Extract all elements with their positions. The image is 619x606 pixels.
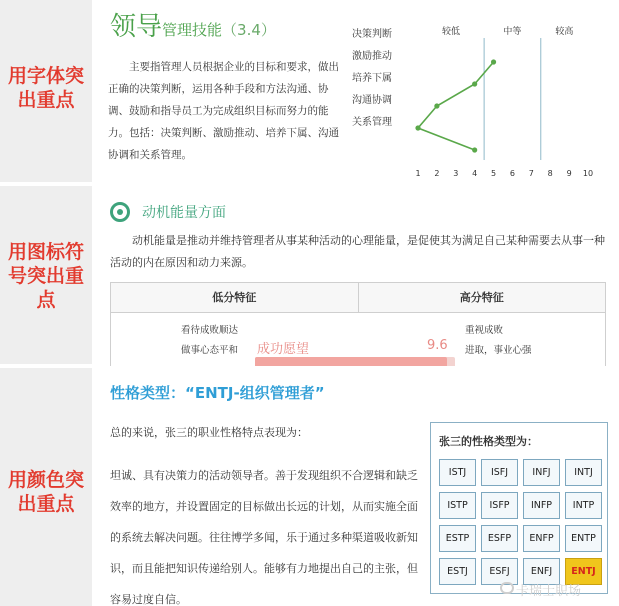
mbti-cell-infj: INFJ [523,459,560,486]
score-bar-label: 成功愿望 [257,342,310,357]
band-label: 较高 [555,27,574,37]
x-tick-label: 2 [434,169,440,178]
title-score: （3.4） [222,21,276,39]
sidebar-band-1 [0,0,92,182]
personality-type-box [430,422,608,594]
personality-paragraph: 坦诚、具有决策力的活动领导者。善于发现组织不合逻辑和缺乏效率的地方，并设置固定的目标做出长远的计划，从而实施全面的系统去解决问题。往往博学多闻，乐于通过多种渠道吸收新知识，而且能把知识传递给别人。能够有力地提出自己的主张，但容易过度自信。 [110,469,418,606]
skill-label: 培养下属 [352,73,392,84]
x-tick-label: 8 [547,169,553,178]
data-point [415,125,420,130]
mbti-cell-intj: INTJ [565,459,602,486]
score-bar [255,357,455,366]
sidebar-band-2 [0,186,92,364]
skill-label: 决策判断 [352,29,392,40]
mbti-cell-infp: INFP [523,492,560,519]
score-bar-fill [255,357,447,366]
personality-box-title: 张三的性格类型为： [439,435,538,448]
personality-intro: 总的来说，张三的职业性格特点表现为： [110,426,308,439]
sidebar-label-font: 用字体突出重点 [8,65,85,111]
x-tick-label: 9 [566,169,572,178]
mbti-cell-intp: INTP [565,492,602,519]
x-tick-label: 1 [415,169,421,178]
skill-list [352,24,412,134]
mbti-cell-enfj: ENFJ [523,558,560,585]
motivation-heading [110,202,226,222]
low-feature-lines [181,321,238,361]
mbti-grid [439,459,602,585]
leadership-paragraph: 主要指管理人员根据企业的目标和要求，做出正确的决策判断，运用各种手段和方法沟通、协调、鼓励和指导员工为完成组织目标而努力的能力。包括：决策判断、激励推动、培养下属、沟通协调和关系管理。 [108,61,339,161]
mbti-cell-istp: ISTP [439,492,476,519]
title-small: 管理技能 [162,21,223,39]
mbti-cell-istj: ISTJ [439,459,476,486]
mbti-cell-entj: ENTJ [565,558,602,585]
data-point [491,59,496,64]
skill-label: 激励推动 [352,51,392,62]
high-feature-line: 进取，事业心强 [465,345,532,356]
skill-profile-chart [410,22,600,180]
sidebar-label-icon: 用图标符号突出重点 [8,241,85,311]
motivation-paragraph: 动机能量是推动并维持管理者从事某种活动的心理能量，是促使其为满足自己某种需要去从事一种活动的内在原因和动力来源。 [110,234,605,269]
sidebar-label-color: 用颜色突出重点 [8,469,85,515]
x-tick-label: 5 [491,169,497,178]
high-feature-line: 重视成败 [465,325,504,336]
target-icon [110,202,130,222]
score-bar-value: 9.6 [427,338,448,353]
section-title-leadership [110,6,276,43]
band-label: 较低 [442,27,461,37]
x-tick-label: 10 [582,169,594,178]
x-tick-label: 3 [453,169,459,178]
mbti-cell-enfp: ENFP [523,525,560,552]
data-point [434,103,439,108]
mbti-cell-estj: ESTJ [439,558,476,585]
feature-table [110,282,606,366]
skill-label: 关系管理 [352,117,392,128]
series-line [418,62,494,150]
personality-title: 性格类型：“ENTJ-组织管理者” [110,384,325,402]
low-feature-line: 做事心态平和 [181,345,239,356]
mbti-cell-entp: ENTP [565,525,602,552]
x-tick-label: 6 [509,169,515,178]
high-feature-lines [465,321,532,361]
mbti-cell-esfp: ESFP [481,525,518,552]
data-point [472,147,477,152]
wechat-icon [500,582,514,594]
skill-label: 沟通协调 [352,95,392,106]
motivation-title: 动机能量方面 [142,205,226,221]
sidebar-band-3 [0,368,92,606]
x-tick-label: 4 [472,169,478,178]
mbti-cell-isfj: ISFJ [481,459,518,486]
data-point [472,81,477,86]
low-feature-header: 低分特征 [212,291,257,304]
title-big: 领导 [110,12,163,42]
mbti-cell-estp: ESTP [439,525,476,552]
high-feature-header: 高分特征 [358,283,606,312]
feature-table-header [111,283,605,313]
x-tick-label: 7 [528,169,534,178]
section-leadership [92,0,619,184]
mbti-cell-isfp: ISFP [481,492,518,519]
band-label: 中等 [503,27,522,37]
mbti-cell-esfj: ESFJ [481,558,518,585]
low-feature-line: 看待成败顺达 [181,325,239,336]
watermark: 卡瑞士职场 [516,584,582,599]
